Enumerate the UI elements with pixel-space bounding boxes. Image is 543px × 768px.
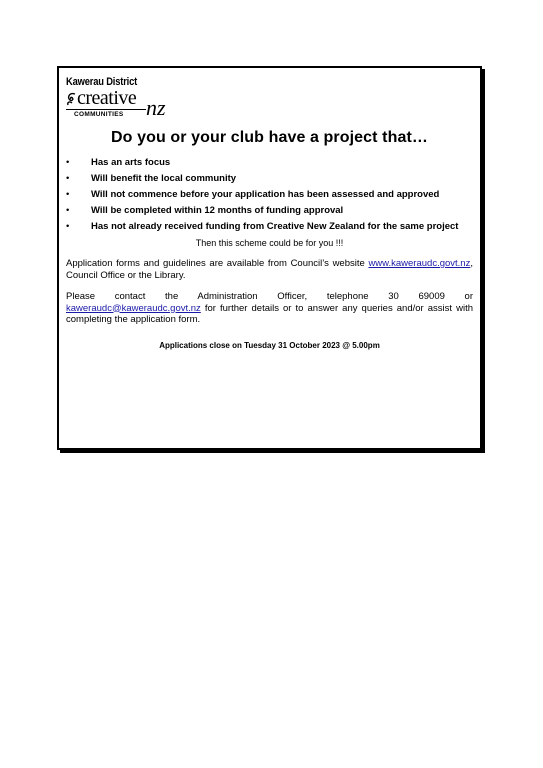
logo-underline: [66, 109, 146, 110]
bullet-icon: •: [66, 205, 70, 216]
notice-content: [66, 76, 473, 350]
bullet-icon: •: [66, 189, 70, 200]
logo-nz-text: nz: [146, 95, 166, 120]
list-item: • Has an arts focus: [66, 157, 171, 168]
list-item: • Will benefit the local community: [66, 173, 237, 184]
koru-icon: [66, 92, 77, 106]
district-name: Kawerau District: [66, 76, 138, 88]
closing-date: Applications close on Tuesday 31 October 2023 @ 5.00pm: [159, 340, 380, 350]
criteria-list: [66, 157, 473, 232]
creative-communities-logo: [66, 87, 266, 124]
list-item: • Will be completed within 12 months of funding approval: [66, 205, 344, 216]
website-link[interactable]: www.kaweraudc.govt.nz: [368, 258, 471, 269]
forms-paragraph: Application forms and guidelines are available from Council’s website www.kaweraudc.govt.nz, Council Office or the Library.: [66, 258, 473, 281]
scheme-line: Then this scheme could be for you !!!: [195, 238, 344, 248]
headline: Do you or your club have a project that…: [111, 129, 428, 146]
bullet-icon: •: [66, 157, 70, 168]
list-item: • Has not already received funding from Creative New Zealand for the same project: [66, 221, 459, 232]
email-link[interactable]: kaweraudc@kaweraudc.govt.nz: [66, 302, 201, 314]
bullet-icon: •: [66, 221, 70, 232]
contact-paragraph: Please contact the Administration Officer, telephone 30 69009 or kaweraudc@kaweraudc.govt.nz for further details or to answer any queries and/or assist with completing the application form.: [66, 291, 473, 325]
logo-communities-text: COMMUNITIES: [74, 111, 124, 118]
list-item: • Will not commence before your application has been assessed and approved: [66, 189, 440, 200]
logo-creative-text: creative: [77, 87, 137, 109]
bullet-icon: •: [66, 173, 70, 184]
notice-box: [57, 66, 482, 450]
